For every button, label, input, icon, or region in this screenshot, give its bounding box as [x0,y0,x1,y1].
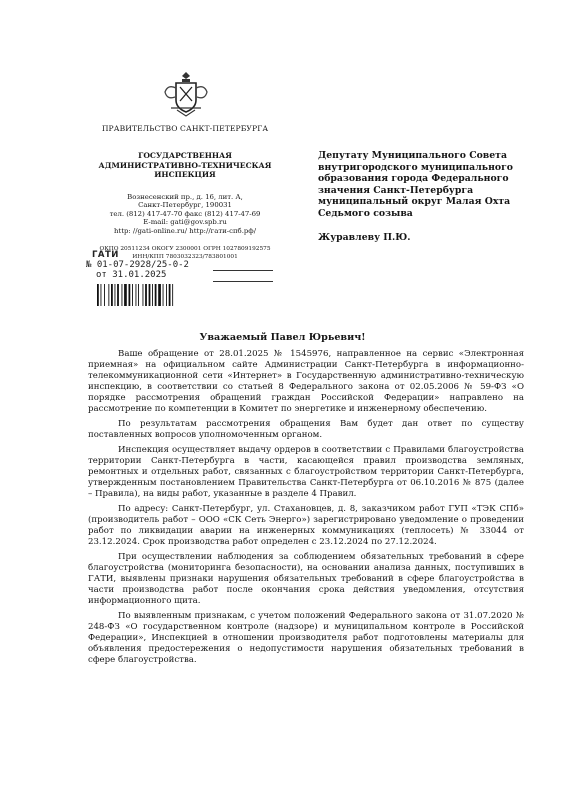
sender-address: Вознесенский пр., д. 16, лит. А, Санкт-Петербург, 190031 тел. (812) 417-47-70 факс (812) 417-47-69 E-mail: gati@gov.spb.ru http: //gati-online.ru/ http://гати-спб.рф/ [109,192,261,235]
sender-block [80,124,290,261]
registration-date: от 31.01.2025 [96,270,167,280]
paragraph: По адресу: Санкт-Петербург, ул. Стахановцев, д. 8, заказчиком работ ГУП «ТЭК СПб» (производитель работ – ООО «СК Сеть Энерго») зарегистрировано уведомление о проведении работ по ликвидации аварии на инженерных коммуникациях (теплосеть) № 33044 от 23.12.2024. Срок производства работ определен с 23.12.2024 по 27.12.2024. [88,504,524,547]
addressee-block: Депутату Муниципального Совета внутригородского муниципального образования города Федерального значения Санкт-Петербурга муниципальный округ Малая Охта Седьмого созыва Журавлеву П.Ю. [318,150,538,243]
paragraph: По выявленным признакам, с учетом положений Федерального закона от 31.07.2020 № 248-ФЗ «О государственном контроле (надзоре) и муниципальном контроле в Российской Федерации», Инспекцией в отношении производителя работ подготовлены материалы для объявления предостережения о недопустимости нарушения обязательных требований в сфере благоустройства. [88,611,524,666]
salutation: Уважаемый Павел Юрьевич! [199,332,366,343]
registry-codes: ОКПО 20511234 ОКОГУ 2300001 ОГРН 1027809192575 ИНН/КПП 7803032323/783801001 [99,246,271,261]
registration-org: ГАТИ [92,250,119,260]
coat-of-arms-icon [163,70,209,118]
paragraph: По результатам рассмотрения обращения Вам будет дан ответ по существу поставленных вопросов уполномоченным органом. [88,418,524,440]
barcode-icon [97,284,179,306]
government-name: ПРАВИТЕЛЬСТВО САНКТ-ПЕТЕРБУРГА [101,124,269,133]
paragraph: Инспекция осуществляет выдачу ордеров в соответствии с Правилами благоустройства территории Санкт-Петербурга в части, касающейся правил производства земляных, ремонтных и отдельных работ, связанных с благоустройством территории Санкт-Петербурга, утвержденным постановлением Правительства Санкт-Петербурга от 06.10.2016 № 875 (далее – Правила), на виды работ, указанные в разделе 4 Правил. [88,445,524,499]
addressee-name: Журавлеву П.Ю. [318,231,411,243]
blank-line [213,270,273,271]
registration-number: № 01-07-2928/25-0-2 [86,260,189,270]
paragraph: При осуществлении наблюдения за соблюдением обязательных требований в сфере благоустройства (мониторинга безопасности), на основании анализа данных, поступивших в ГАТИ, выявлены признаки нарушения обязательных требований в сфере благоустройства в части производства работ после окончания срока действия уведомления, отсутствия информационного щита. [88,552,524,607]
blank-line [213,281,273,282]
paragraph: Ваше обращение от 28.01.2025 № 1545976, направленное на сервис «Электронная приемная» на официальном сайте Администрации Санкт-Петербурга в информационно-телекоммуникационной сети «Интернет» в Государственную административно-техническую инспекцию, в соответствии со статьей 8 Федерального закона от 02.05.2006 № 59-ФЗ «О порядке рассмотрения обращений граждан Российской Федерации» направлено на рассмотрение по компетенции в Комитет по энергетике и инженерному обеспечению. [88,349,524,414]
letter-body [88,349,524,670]
inspection-name: ГОСУДАРСТВЕННАЯ АДМИНИСТРАТИВНО-ТЕХНИЧЕСКАЯ ИНСПЕКЦИЯ [98,151,272,179]
